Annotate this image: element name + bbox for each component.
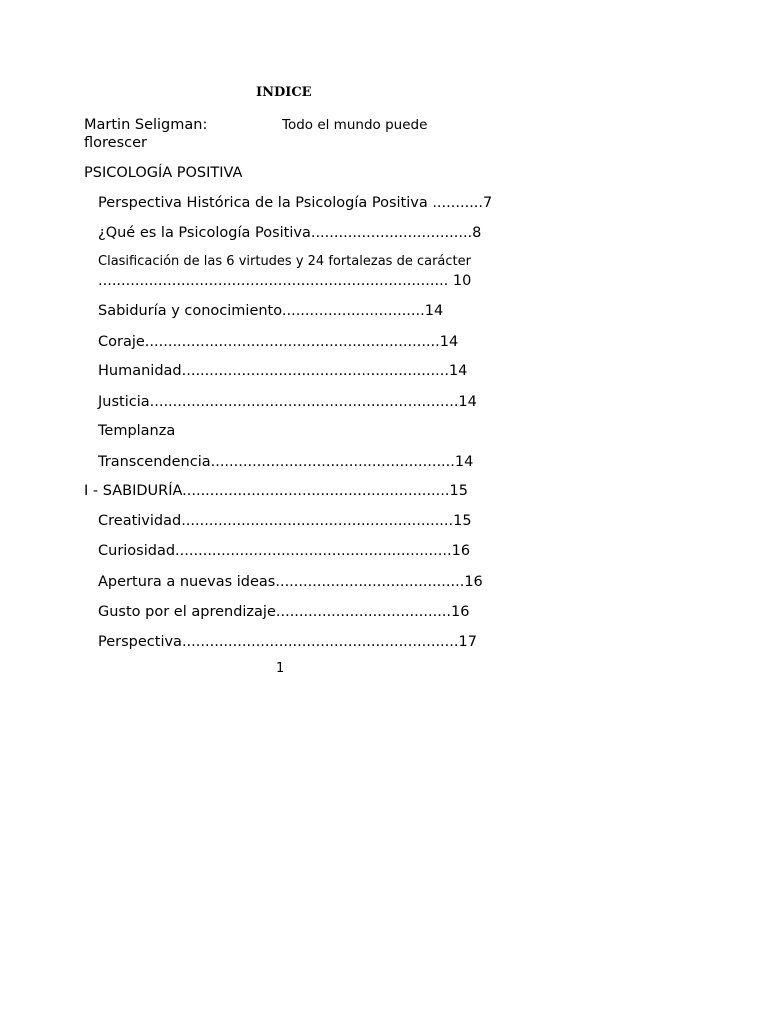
toc-entry: Justicia...................................................................14 bbox=[98, 394, 477, 410]
book-title: Todo el mundo puede bbox=[282, 117, 428, 133]
toc-section-heading: I - SABIDURÍA..........................................................15 bbox=[84, 483, 468, 499]
toc-entry: Perspectiva Histórica de la Psicología Positiva ...........7 bbox=[98, 195, 493, 211]
toc-entry: Clasificación de las 6 virtudes y 24 fortalezas de carácter bbox=[98, 254, 471, 269]
index-title: INDICE bbox=[256, 85, 312, 100]
toc-entry: Humanidad..........................................................14 bbox=[98, 363, 468, 379]
toc-section-heading: PSICOLOGÍA POSITIVA bbox=[84, 165, 243, 181]
toc-entry: Transcendencia.....................................................14 bbox=[98, 454, 474, 470]
toc-entry: Templanza bbox=[98, 423, 176, 439]
toc-entry: Creatividad...........................................................15 bbox=[98, 513, 472, 529]
toc-entry-leader: ............................................................................ 10 bbox=[98, 273, 472, 289]
book-title-continuation: florescer bbox=[84, 135, 147, 151]
toc-entry: ¿Qué es la Psicología Positiva...................................8 bbox=[98, 225, 482, 241]
author-name: Martin Seligman: bbox=[84, 117, 208, 133]
toc-entry: Apertura a nuevas ideas.........................................16 bbox=[98, 574, 483, 590]
toc-entry: Curiosidad............................................................16 bbox=[98, 543, 471, 559]
toc-entry: Coraje................................................................14 bbox=[98, 334, 459, 350]
toc-entry: Gusto por el aprendizaje......................................16 bbox=[98, 604, 470, 620]
toc-entry: Perspectiva............................................................17 bbox=[98, 634, 477, 650]
toc-entry: Sabiduría y conocimiento...............................14 bbox=[98, 303, 444, 319]
page-number: 1 bbox=[276, 661, 285, 676]
